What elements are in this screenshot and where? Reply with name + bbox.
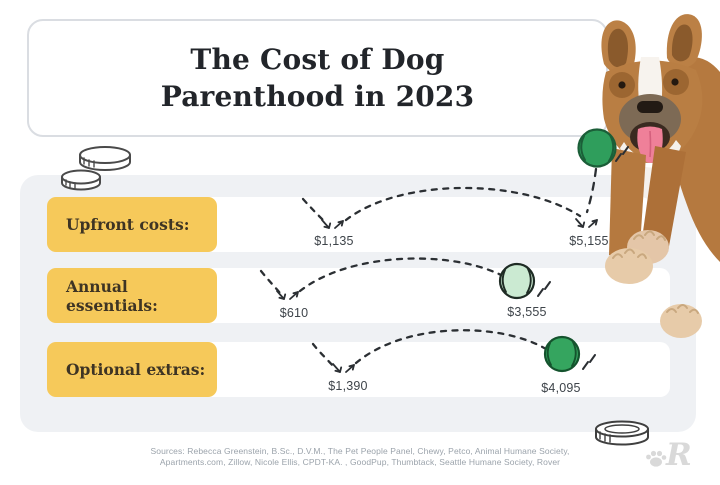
value-optional-high: $4,095 bbox=[541, 381, 581, 395]
paw-icon bbox=[644, 446, 668, 470]
value-optional-low: $1,390 bbox=[328, 379, 368, 393]
value-annual-high: $3,555 bbox=[507, 305, 547, 319]
row-label-annual: Annual essentials: bbox=[47, 268, 217, 323]
sources-note bbox=[0, 446, 720, 468]
rover-logo bbox=[644, 437, 710, 477]
page-title-line-1: The Cost of Dog bbox=[190, 43, 445, 76]
rover-logo-letter: R bbox=[666, 437, 692, 473]
row-label-upfront: Upfront costs: bbox=[47, 197, 217, 252]
value-annual-low: $610 bbox=[279, 306, 309, 320]
row-label-optional: Optional extras: bbox=[47, 342, 217, 397]
value-upfront-low: $1,135 bbox=[314, 234, 354, 248]
sources-line-2: Apartments.com, Zillow, Nicole Ellis, CPDT-KA. , GoodPup, Thumbtack, Seattle Humane Society, Rover bbox=[159, 457, 561, 467]
sources-line-1: Sources: Rebecca Greenstein, B.Sc., D.V.M., The Pet People Panel, Chewy, Petco, Animal Humane Society, bbox=[150, 446, 570, 456]
value-upfront-high: $5,155 bbox=[569, 234, 609, 248]
page-title-line-2: Parenthood in 2023 bbox=[160, 80, 475, 113]
title-card bbox=[27, 19, 608, 137]
